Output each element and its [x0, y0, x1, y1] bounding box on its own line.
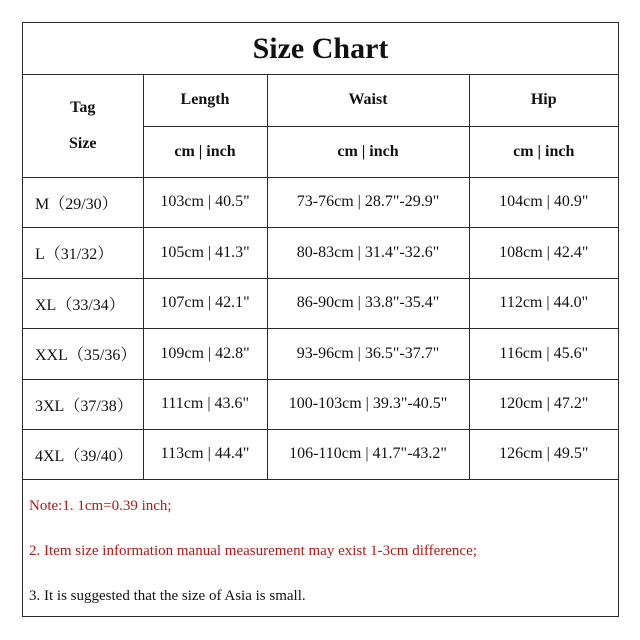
tag-size-cell: XL（33/34） [23, 278, 143, 328]
table-row [23, 278, 618, 328]
tag-size-cell: 3XL（37/38） [23, 379, 143, 429]
tag-size-cell: M（29/30） [23, 177, 143, 227]
size-table [23, 75, 618, 480]
tag-header-line2: Size [68, 134, 97, 152]
length-cell: 103cm | 40.5" [143, 177, 267, 227]
waist-header: Waist [267, 75, 469, 126]
tag-header-line1: Tag [70, 98, 96, 116]
size-chart-frame [22, 22, 619, 617]
waist-cell: 73-76cm | 28.7"-29.9" [267, 177, 469, 227]
length-cell: 113cm | 44.4" [143, 429, 267, 479]
waist-cell: 80-83cm | 31.4"-32.6" [267, 227, 469, 278]
hip-header: Hip [469, 75, 618, 126]
waist-cell: 86-90cm | 33.8"-35.4" [267, 278, 469, 328]
length-cell: 107cm | 42.1" [143, 278, 267, 328]
length-cell: 111cm | 43.6" [143, 379, 267, 429]
hip-cell: 126cm | 49.5" [469, 429, 618, 479]
waist-cell: 93-96cm | 36.5"-37.7" [267, 328, 469, 379]
tag-size-cell: 4XL（39/40） [23, 429, 143, 479]
length-header: Length [143, 75, 267, 126]
tag-size-cell: XXL（35/36） [23, 328, 143, 379]
note-2: 2. Item size information manual measurement may exist 1-3cm difference; [29, 543, 477, 559]
waist-cell: 100-103cm | 39.3"-40.5" [267, 379, 469, 429]
hip-cell: 120cm | 47.2" [469, 379, 618, 429]
length-cell: 109cm | 42.8" [143, 328, 267, 379]
tag-size-cell: L（31/32） [23, 227, 143, 278]
table-row [23, 429, 618, 479]
hip-unit: cm | inch [469, 126, 618, 177]
waist-cell: 106-110cm | 41.7"-43.2" [267, 429, 469, 479]
hip-cell: 112cm | 44.0" [469, 278, 618, 328]
length-cell: 105cm | 41.3" [143, 227, 267, 278]
hip-cell: 108cm | 42.4" [469, 227, 618, 278]
notes-section [23, 479, 618, 616]
hip-cell: 104cm | 40.9" [469, 177, 618, 227]
table-row [23, 227, 618, 278]
table-row [23, 328, 618, 379]
note-3: 3. It is suggested that the size of Asia is small. [29, 588, 306, 604]
table-row [23, 379, 618, 429]
tag-size-header [23, 75, 143, 177]
hip-cell: 116cm | 45.6" [469, 328, 618, 379]
length-unit: cm | inch [143, 126, 267, 177]
table-row [23, 177, 618, 227]
waist-unit: cm | inch [267, 126, 469, 177]
note-1: Note:1. 1cm=0.39 inch; [29, 498, 172, 514]
chart-title: Size Chart [23, 23, 618, 75]
